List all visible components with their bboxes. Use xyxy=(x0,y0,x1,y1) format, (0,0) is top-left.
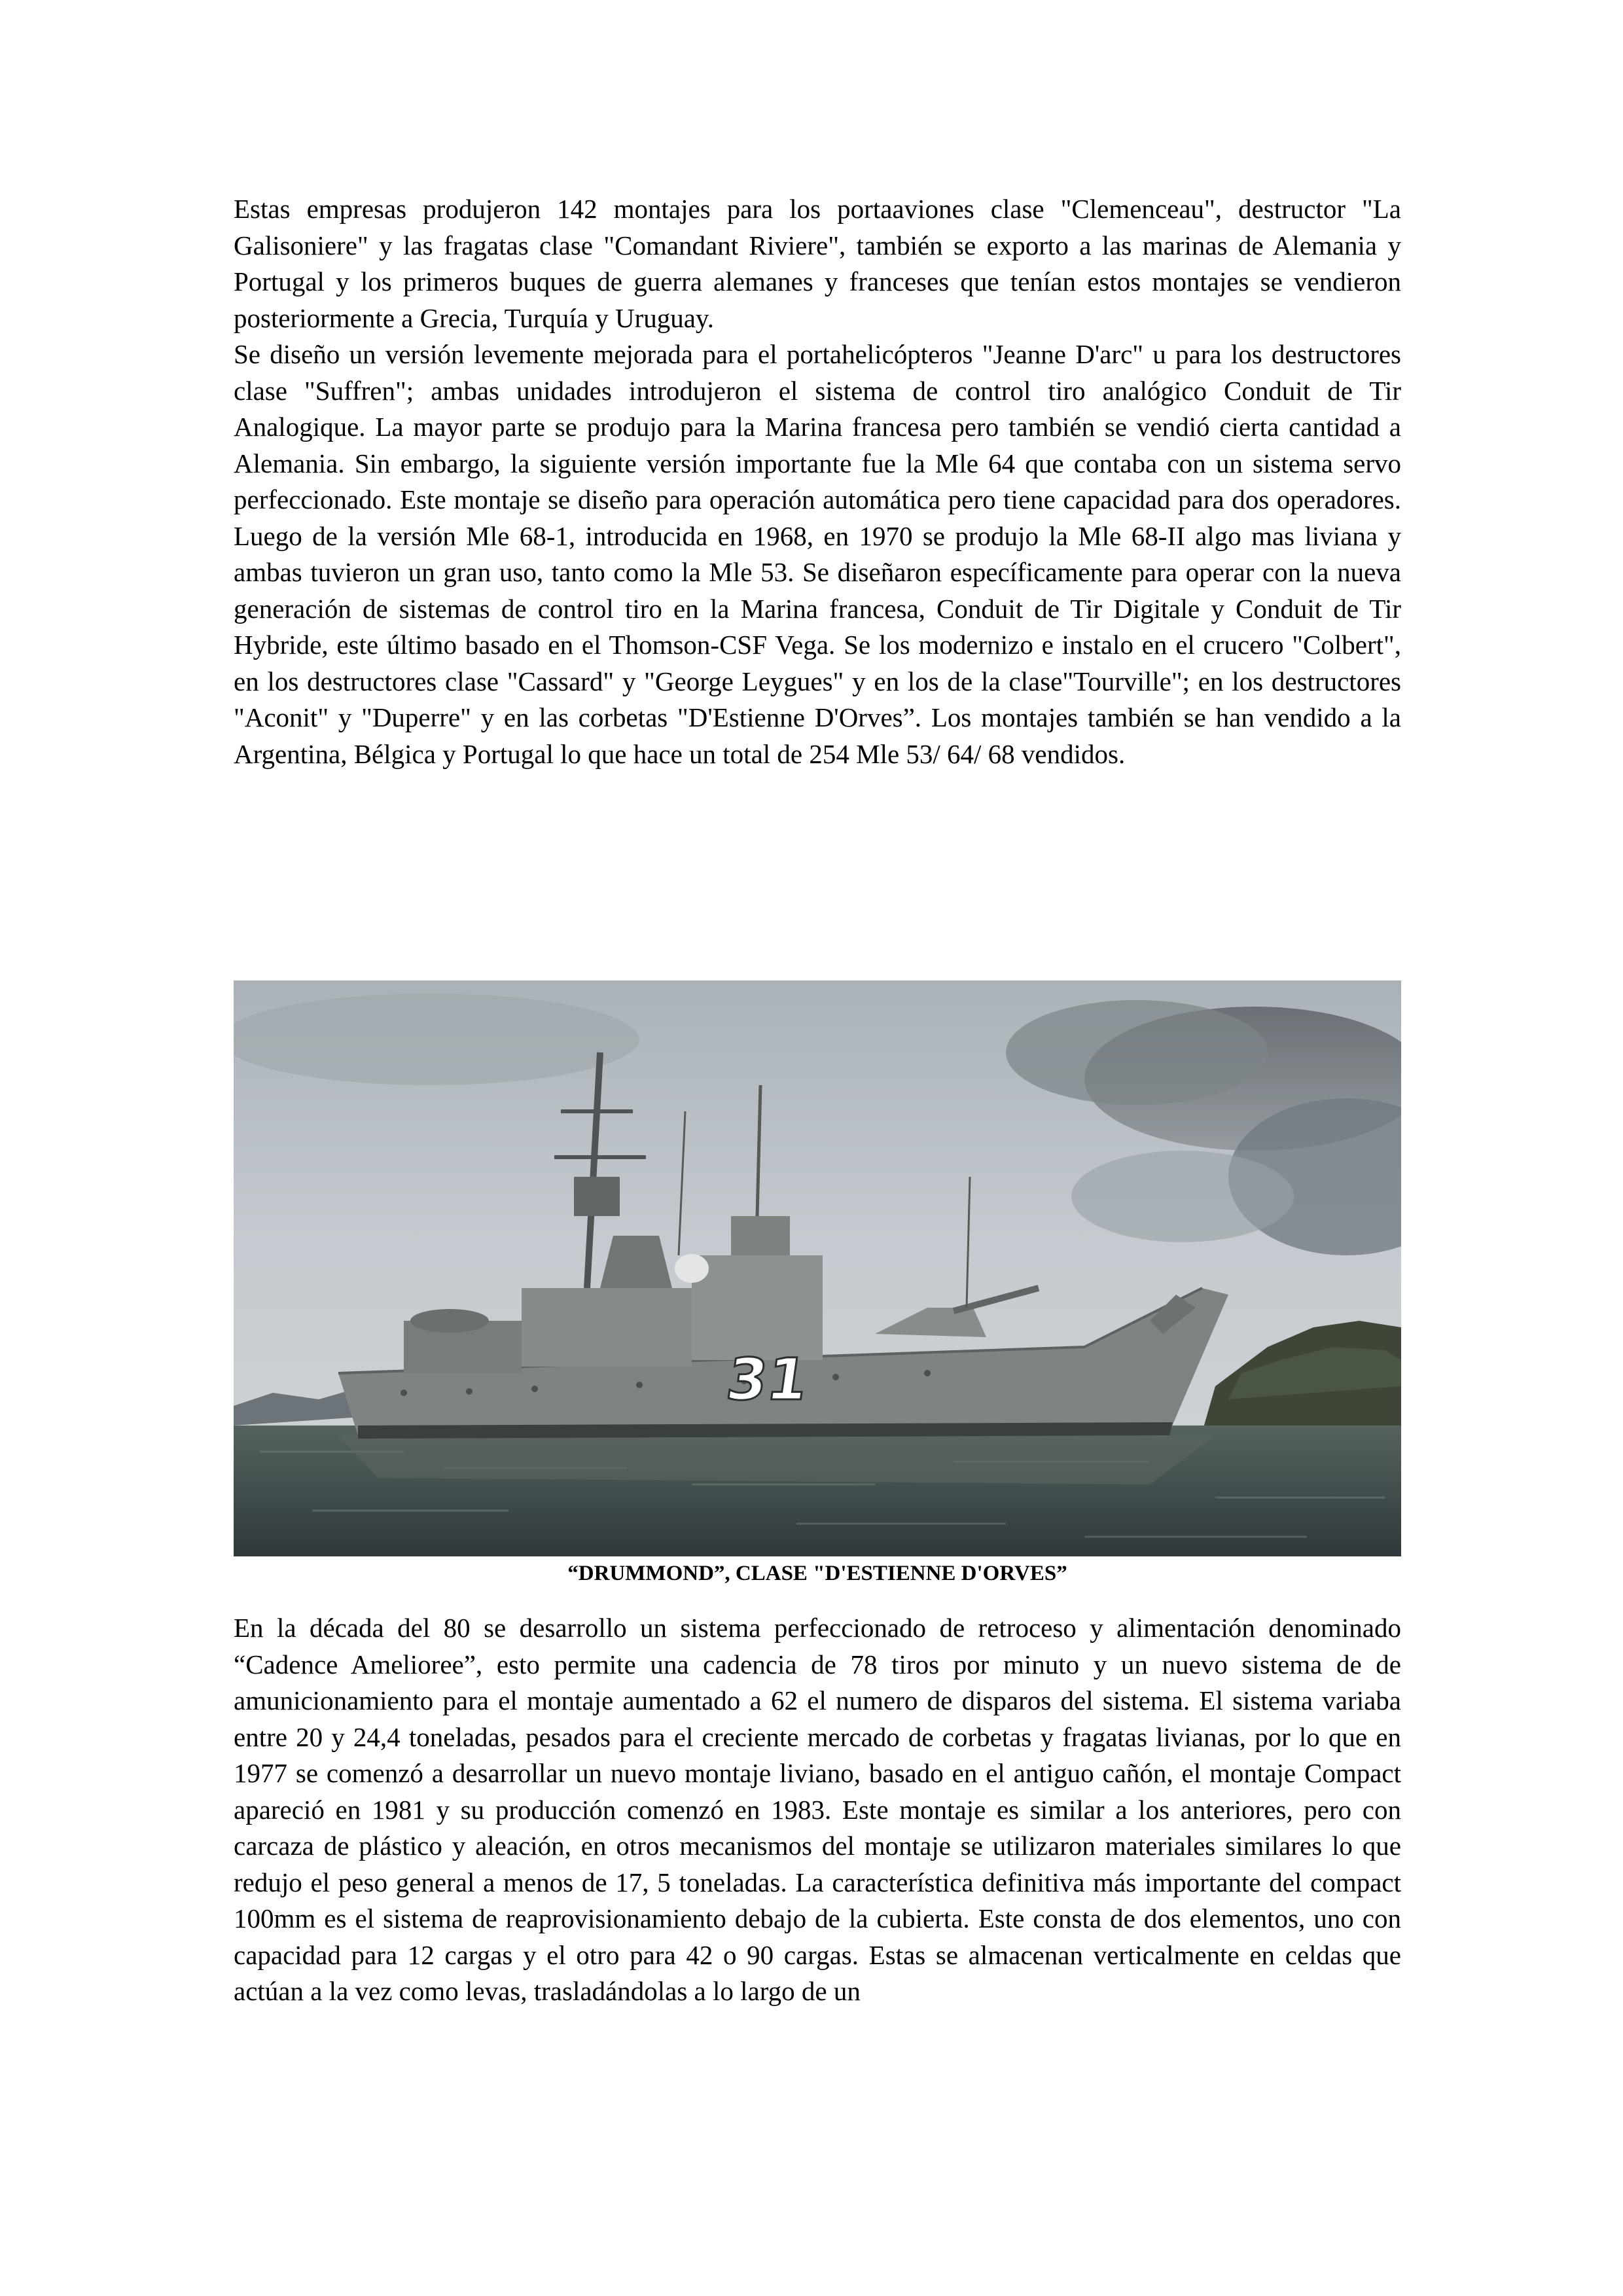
paragraph: Estas empresas produjeron 142 montajes para los portaaviones clase "Clemenceau", destructor "La Galisoniere" y las fragatas clase "Comandant Riviere", también se exporto a las marinas de Alemania y Portugal y los primeros buques de guerra alemanes y franceses que tenían estos montajes se vendieron posteriormente a Grecia, Turquía y Uruguay. xyxy=(234,194,1401,333)
figure-caption: “DRUMMOND”, CLASE "D'ESTIENNE D'ORVES” xyxy=(567,1562,1067,1585)
ship-photo-drawing xyxy=(234,980,1401,1556)
text-block-bottom xyxy=(234,1610,1401,2010)
paragraph: Se diseño un versión levemente mejorada para el portahelicópteros "Jeanne D'arc" u para los destructores clase "Suffren"; ambas unidades introdujeron el sistema de control tiro analógico Conduit de Tir Analogique. La mayor parte se produjo para la Marina francesa pero también se vendió cierta cantidad a Alemania. Sin embargo, la siguiente versión importante fue la Mle 64 que contaba con un sistema servo perfeccionado. Este montaje se diseño para operación automática pero tiene capacidad para dos operadores. Luego de la versión Mle 68-1, introducida en 1968, en 1970 se produjo la Mle 68-II algo mas liviana y ambas tuvieron un gran uso, tanto como la Mle 53. Se diseñaron específicamente para operar con la nueva generación de sistemas de control tiro en la Marina francesa, Conduit de Tir Digitale y Conduit de Tir Hybride, este último basado en el Thomson-CSF Vega. Se los modernizo e instalo en el crucero "Colbert", en los destructores clase "Cassard" y "George Leygues" y en los de la clase"Tourville"; en los destructores "Aconit" y "Duperre" y en las corbetas "D'Estienne D'Orves”. Los montajes también se han vendido a la Argentina, Bélgica y Portugal lo que hace un total de 254 Mle 53/ 64/ 68 vendidos. xyxy=(234,339,1401,769)
ship-reflection xyxy=(338,1435,1215,1484)
paragraph: En la década del 80 se desarrollo un sistema perfeccionado de retroceso y alimentación denominado “Cadence Ameliorее”, esto permite una cadencia de 78 tiros por minuto y un nuevo sistema de de amunicionamiento para el montaje aumentado a 62 el numero de disparos del sistema. El sistema variaba entre 20 y 24,4 toneladas, pesados para el creciente mercado de corbetas y fragatas livianas, por lo que en 1977 se comenzó a desarrollar un nuevo montaje liviano, basado en el antiguo cañón, el montaje Compact apareció en 1981 y su producción comenzó en 1983. Este montaje es similar a los anteriores, pero con carcaza de plástico y aleación, en otros mecanismos del montaje se utilizaron materiales similares lo que redujo el peso general a menos de 17, 5 toneladas. La característica definitiva más importante del compact 100mm es el sistema de reaprovisionamiento debajo de la cubierta. Este consta de dos elementos, uno con capacidad para 12 cargas y el otro para 42 o 90 cargas. Estas se almacenan verticalmente en celdas que actúan a la vez como levas, trasladándolas a lo largo de un xyxy=(234,1613,1401,2006)
text-block-top xyxy=(234,191,1401,772)
ship-photo xyxy=(234,980,1401,1556)
hull-number: 31 xyxy=(722,1346,812,1413)
